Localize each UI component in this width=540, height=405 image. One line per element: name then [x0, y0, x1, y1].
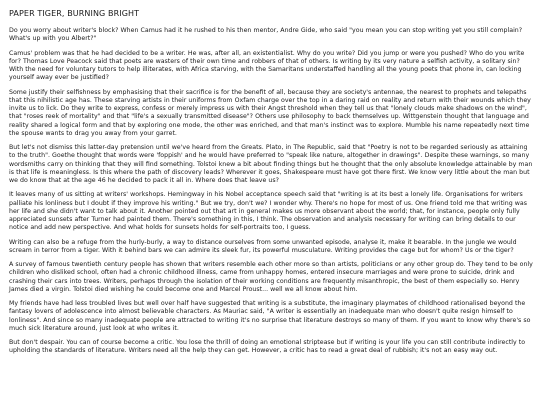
- paragraph: Camus' problem was that he had decided to be a writer. He was, after all, an existentialist. Why do you write? Did you jump or were you pushed? Who do you write for? Thomas Love Peacock said that poets are wasters of their own time and robbers of that of others. Is writing by its very nature a selfish activity, a solitary sin? With the need for voluntary tutors to help illiterates, with Africa starving, with the Samaritans understaffed handling all the young poets that phone in, can locking yourself away ever be justified?: [9, 49, 525, 82]
- paragraph: Do you worry about writer's block? When Camus had it he rushed to his then mentor, Andre Gide, who said "you mean you can stop writing yet you still complain? What's up with you Albert?": [9, 27, 523, 43]
- paragraph: Some justify their selfishness by emphasising that their sacrifice is for the benefit of all, because they are society's antennae, the nearest to prophets and telepaths that this nihilistic age has. These starving artists in their uniforms from Oxfam charge over the top in a daring raid on reality and return with their wounds which they invite us to lick. Do they write to express, confess or merely impress us with their Angst threshold when they tell us that "lonely clouds make shadows on the wind", that "roses reek of mortality" and that "life's a sexually transmitted disease"? Others use philosophy to back themselves up. Wittgenstein thought that language and reality shared a logical form and that by exploring one mode, the other was enriched, and that man's instinct was to explore. Mumble his name repeatedly next time the spouse wants to drag you away from your garret.: [9, 88, 531, 137]
- paragraph: It leaves many of us sitting at writers' workshops. Hemingway in his Nobel acceptance speech said that "writing is at its best a lonely life. Organisations for writers palliate his lonliness but I doubt if they improve his writing." But we try, don't we? I wonder why. There's no hope for most of us. One friend told me that writing was her life and she didn't want to talk about it. Another pointed out that art in general makes us more observant about the world; that, for instance, people only fully appreciated sunsets after Turner had painted them. There's something in this, I think. The observation and analysis necessary for writing can bring details to our notice and add new perspective. And what holds for sunsets holds for self-portraits too, I guess.: [9, 191, 527, 232]
- paragraph: Writing can also be a refuge from the hurly-burly, a way to distance ourselves from some unwanted episode, analyse it, make it bearable. In the jungle we would scream in terror from a tiger. With it behind bars we can admire its sleek fur, its powerful musculature. Writing provides the cage but for whom? Us or the tiger?: [9, 238, 517, 254]
- paragraph: My friends have had less troubled lives but well over half have suggested that writing is a substitute, the imaginary playmates of childhood rationalised beyond the fantasy lovers of adolescence into almost believable characters. As Mauriac said, "A writer is essentially an inadequate man who doesn't quite resign himself to lonliness". And since so many inadequate people are attracted to writing it's no surprise that literature destroys so many of them. If you want to know why there's so much sick literature around, just look at who writes it.: [9, 300, 531, 332]
- paragraph: A survey of famous twentieth century people has shown that writers resemble each other more so than artists, politicians or any other group do. They tend to be only children who disliked school, often had a chronic childhood illness, came from unhappy homes, entered insecure marriages and were prone to suicide, drink and crashing their cars into trees. Writers, perhaps through the isolation of their working conditions are frequently misanthropic, the best of them especially so. Henry James died a virgin. Tolstoi died wishing he could become one and Marcel Proust... well we all know about him.: [9, 261, 533, 293]
- paragraph: But let's not dismiss this latter-day pretension until we've heard from the Greats. Plato, in The Republic, said that "Poetry is not to be regarded seriously as attaining to the truth". Goethe thought that words were 'foppish' and he would have preferred to "speak like nature, altogether in drawings". Despite these warnings, so many wordsmiths carry on thinking that they will find something. Tolstoi knew a bit about finding things but he thought that the only absolute knowledge attainable by man is that life is meaningless. Is this where the path of discovery leads? Wherever it goes, Shakespeare must have got there first. We know very little about the man but we do know that at the age 46 he decided to pack it all in. Where does that leave us?: [9, 144, 533, 184]
- paragraph: But don't despair. You can of course become a critic. You lose the thrill of doing an emotional striptease but if writing is your life you can still contribute indirectly to upholding the standards of literature. Writers need all the help they can get. However, a critic has to read a great deal of rubbish; it's not an easy way out.: [9, 339, 526, 355]
- document-title: PAPER TIGER, BURNING BRIGHT: [9, 9, 140, 18]
